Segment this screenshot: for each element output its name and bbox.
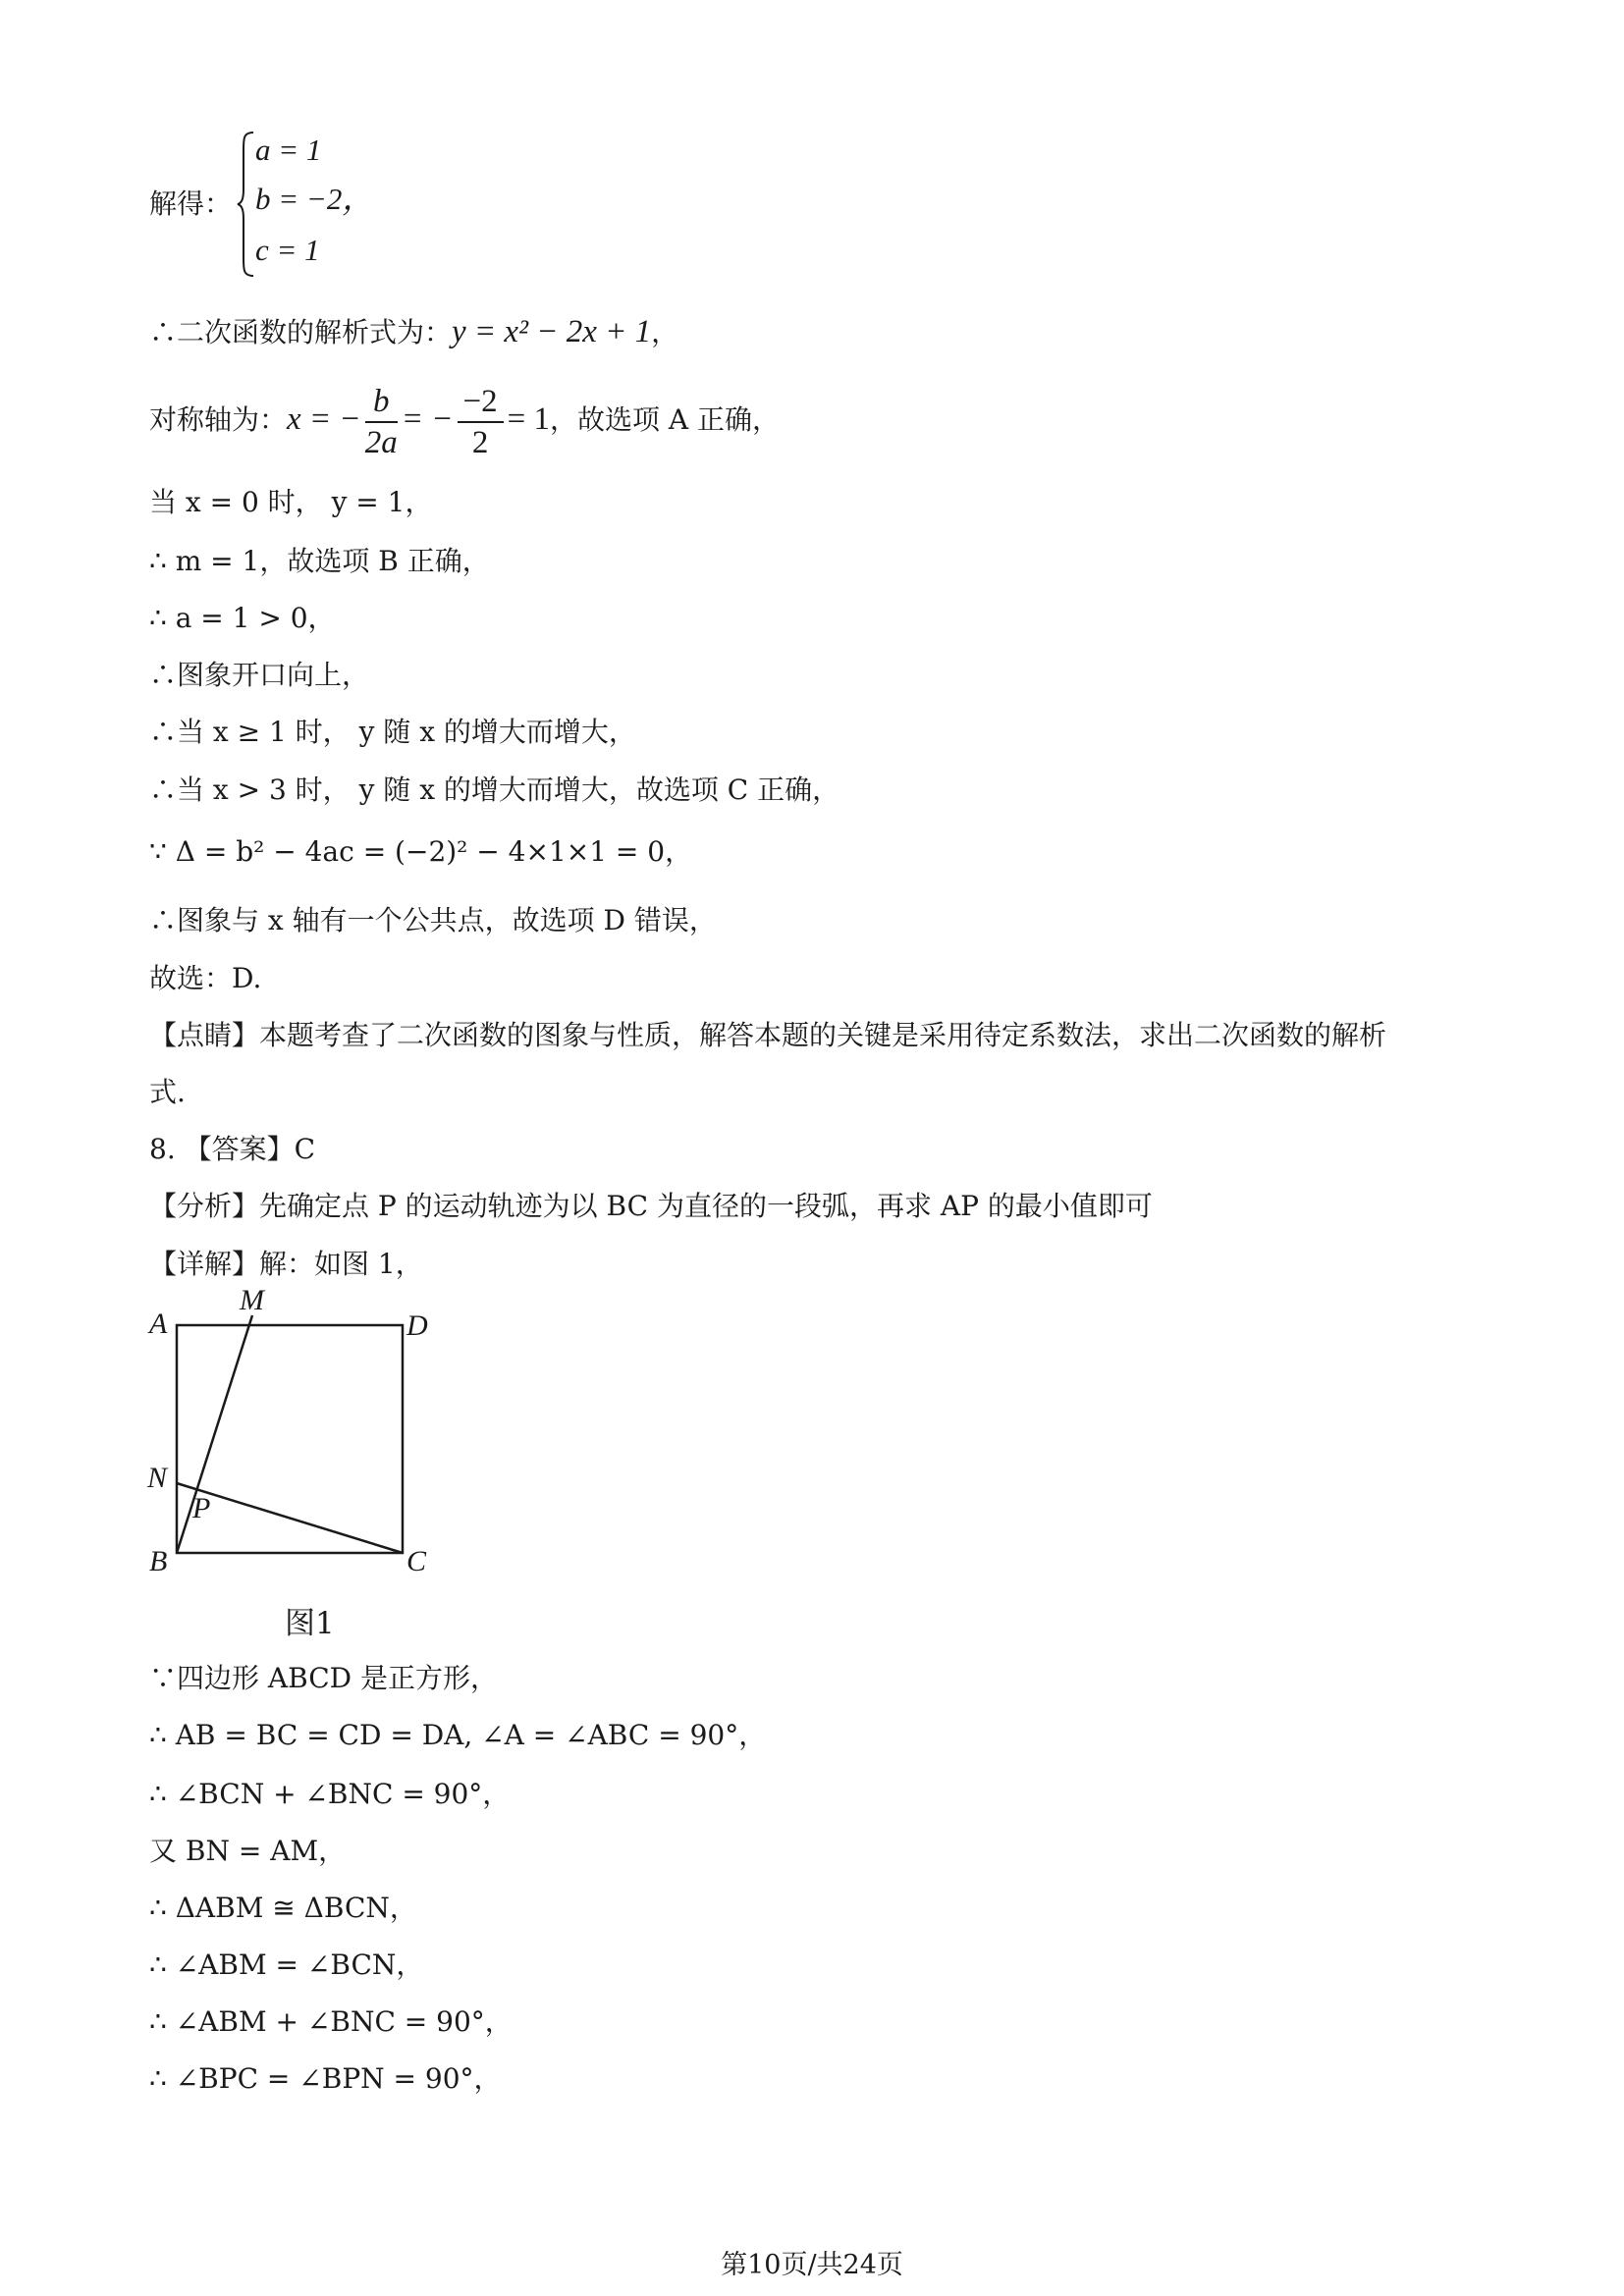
line-15: 【分析】先确定点 P 的运动轨迹为以 BC 为直径的一段弧，再求 AP 的最小值即可	[149, 1190, 1153, 1222]
line-3: 当 x = 0 时， y = 1，	[149, 486, 433, 518]
system-eq-c: c = 1	[255, 233, 320, 267]
line-10: ∴图象与 x 轴有一个公共点，故选项 D 错误，	[149, 904, 717, 936]
label-c: C	[406, 1545, 427, 1577]
geometry-figure	[137, 1286, 452, 1620]
line-4: ∴ m = 1，故选项 B 正确，	[149, 545, 490, 577]
fraction-neg2-2: $\frac{-2}{2}$	[458, 382, 504, 462]
line-7: ∴当 x ≥ 1 时， y 随 x 的增大而增大，	[149, 716, 636, 748]
line-20: 又 BN = AM，	[149, 1835, 347, 1867]
label-a: A	[149, 1308, 168, 1340]
line-6: ∴图象开口向上，	[149, 659, 370, 691]
line-17: ∵四边形 ABCD 是正方形，	[149, 1662, 498, 1694]
line-12: 【点睛】本题考查了二次函数的图象与性质，解答本题的关键是采用待定系数法，求出二次函数的解析	[149, 1019, 1387, 1051]
line-5: ∴ a = 1 > 0，	[149, 602, 336, 634]
figure-caption: 图1	[285, 1606, 335, 1641]
line-11: 故选：D.	[149, 962, 262, 994]
page-footer: 第10页/共24页	[721, 2250, 903, 2280]
label-d: D	[406, 1309, 428, 1342]
solve-prefix: 解得：	[149, 187, 233, 220]
system-eq-b: b = −2，	[255, 182, 375, 217]
line-14: 8. 【答案】C	[149, 1133, 316, 1165]
line-18: ∴ AB = BC = CD = DA, ∠A = ∠ABC = 90°，	[149, 1719, 767, 1751]
label-m: M	[240, 1286, 264, 1316]
fraction-b-2a: $\frac{b}{2a}$	[364, 383, 398, 460]
left-brace-icon	[236, 131, 257, 278]
line-expression: ∴二次函数的解析式为：y = x² − 2x + 1，	[149, 314, 679, 349]
segment-nc	[177, 1483, 403, 1553]
line-8: ∴当 x > 3 时， y 随 x 的增大而增大，故选项 C 正确，	[149, 774, 840, 806]
line-16: 【详解】解：如图 1，	[149, 1248, 423, 1280]
line-23: ∴ ∠ABM + ∠BNC = 90°，	[149, 2005, 513, 2038]
label-n: N	[147, 1462, 168, 1494]
line-9: ∵ Δ = b² − 4ac = (−2)² − 4×1×1 = 0，	[149, 835, 693, 868]
line-22: ∴ ∠ABM = ∠BCN，	[149, 1949, 424, 1981]
line-13: 式.	[149, 1076, 186, 1108]
line-axis: 对称轴为：x = − $\frac{b}{2a}$ = − $\frac{-2}{2}$ = 1，故选项 A 正确，	[149, 383, 781, 460]
label-p: P	[192, 1492, 211, 1524]
line-24: ∴ ∠BPC = ∠BPN = 90°，	[149, 2062, 502, 2095]
label-b: B	[149, 1545, 168, 1577]
segment-bm	[177, 1315, 252, 1553]
system-eq-a: a = 1	[255, 133, 322, 167]
line-19: ∴ ∠BCN + ∠BNC = 90°，	[149, 1778, 511, 1810]
line-21: ∴ ΔABM ≅ ΔBCN，	[149, 1892, 417, 1924]
